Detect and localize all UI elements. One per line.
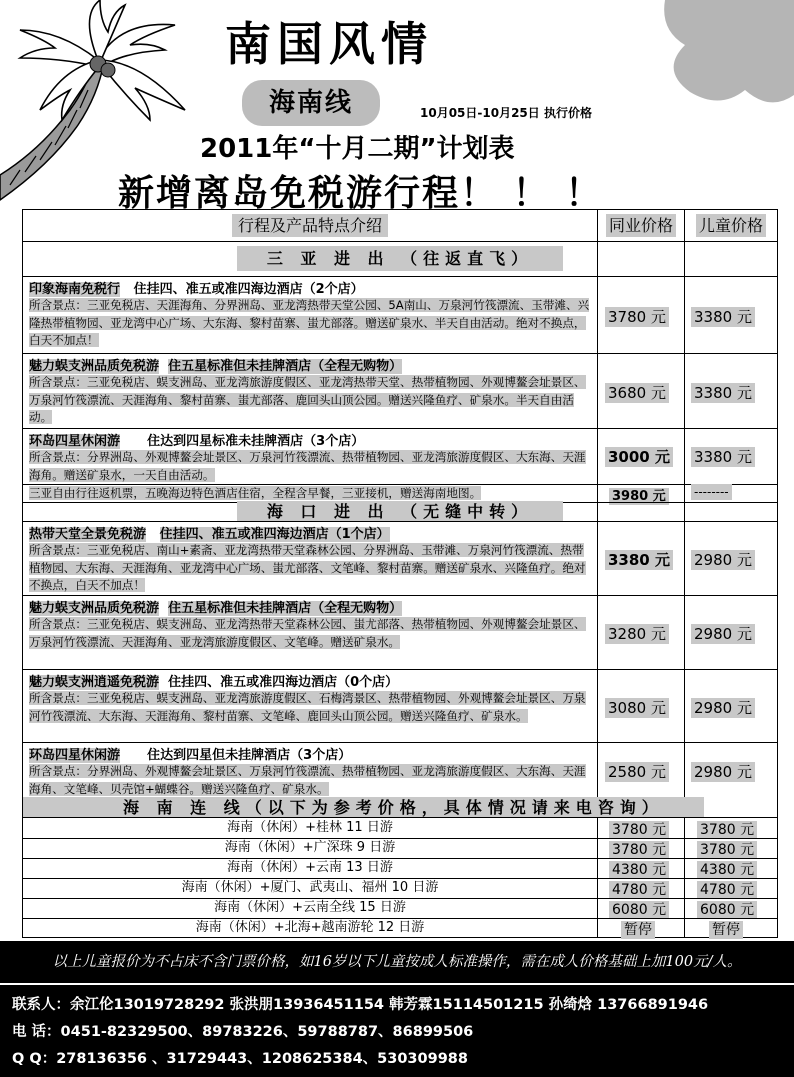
link-route: 海南（休闲）+厦门、武夷山、福州 10 日游 [181, 880, 439, 895]
route-hotel: 住五星标准但未挂牌酒店（全程无购物） [168, 359, 403, 374]
route-desc: 三亚自由行往返机票，五晚海边特色酒店住宿，全程含早餐，三亚接机，赠送海南地图。 [29, 486, 482, 500]
route-row [29, 744, 595, 797]
route-hotel: 住挂四、准五或准四海边酒店（0个店） [168, 675, 399, 690]
route-desc: 所含景点：分界洲岛、外观博鳌会址景区、万泉河竹筏漂流、热带植物园、亚龙湾旅游度假区、大东海、天涯海角。赠送矿泉水，一天自由活动。 [29, 450, 586, 482]
route-desc: 所含景点：三亚免税店、蜈支洲岛、亚龙湾旅游度假区、石梅湾景区、热带植物园、外观博鳌会址景区、万泉河竹筏漂流、大东海、天涯海角、黎村苗寨、文笔峰、鹿回头山顶公园。赠送兴隆鱼疗、矿泉水。 [29, 691, 586, 723]
route-row [29, 523, 595, 595]
route-child-price: 3380 元 [691, 446, 755, 467]
route-price: 3080 元 [605, 697, 669, 718]
route-row [29, 671, 595, 742]
link-child-price: 6080 元 [697, 899, 757, 919]
col-header-child-price: 儿童价格 [696, 214, 766, 237]
link-price: 4780 元 [609, 879, 669, 899]
price-period: 10月05日-10月25日 执行价格 [420, 106, 592, 120]
route-hotel: 住达到四星标准未挂牌酒店（3个店） [147, 434, 365, 449]
link-price: 6080 元 [609, 899, 669, 919]
link-child-price: 4380 元 [697, 859, 757, 879]
route-price: 3980 元 [609, 485, 669, 504]
route-hotel: 住挂四、准五或准四海边酒店（2个店） [133, 282, 364, 297]
link-child-price: 暂停 [709, 919, 743, 939]
route-row [29, 278, 595, 353]
route-hotel: 住五星标准但未挂牌酒店（全程无购物） [168, 601, 403, 616]
route-desc: 所含景点：三亚免税店、天涯海角、分界洲岛、亚龙湾热带天堂公园、5A南山、万泉河竹筏漂流、玉带滩、兴隆热带植物园、亚龙湾中心广场、大东海、黎村苗寨、蚩尤部落。赠送矿泉水、半天自由活动。绝对不换点，白天不加点！ [29, 298, 590, 347]
col-header-itinerary: 行程及产品特点介绍 [232, 214, 388, 237]
route-desc: 所含景点：三亚免税店、南山+素斋、亚龙湾热带天堂森林公园、分界洲岛、玉带滩、万泉河竹筏漂流、热带植物园、大东海、天涯海角、亚龙湾中心广场、蚩尤部落、文笔峰、黎村苗寨。赠送矿泉水、兴隆鱼疗。绝对不换点，白天不加点！ [29, 543, 586, 592]
contact-qq: Q Q：278136356 、31729443、1208625384、530309988 [12, 1051, 468, 1067]
route-child-price: 3380 元 [691, 382, 755, 403]
route-price: 3000 元 [605, 446, 673, 467]
route-hotel: 住达到四星但未挂牌酒店（3个店） [147, 748, 352, 763]
route-name: 魅力蜈支洲品质免税游 [29, 601, 160, 616]
route-child-price: -------- [691, 485, 732, 499]
headline: 新增离岛免税游行程！ ！ ！ [118, 173, 604, 214]
route-price: 2580 元 [605, 761, 669, 782]
link-route: 海南（休闲）+桂林 11 日游 [227, 820, 393, 835]
route-row [29, 597, 595, 669]
page-title: 南国风情 [225, 17, 433, 71]
route-name: 环岛四星休闲游 [29, 434, 121, 449]
route-badge: 海南线 [242, 80, 380, 126]
col-header-price: 同业价格 [606, 214, 676, 237]
route-desc: 所含景点：三亚免税店、蜈支洲岛、亚龙湾热带天堂森林公园、蚩尤部落、热带植物园、外观博鳌会址景区、万泉河竹筏漂流、天涯海角、亚龙湾旅游度假区、文笔峰。赠送矿泉水。 [29, 617, 586, 649]
route-name: 魅力蜈支洲品质免税游 [29, 359, 160, 374]
route-child-price: 2980 元 [691, 623, 755, 644]
route-price: 3380 元 [605, 549, 673, 570]
link-price: 4380 元 [609, 859, 669, 879]
plan-title: 2011年“十月二期”计划表 [200, 134, 515, 164]
route-child-price: 2980 元 [691, 549, 755, 570]
contact-persons: 联系人：余江伦13019728292 张洪朋13936451154 韩芳霖15114501215 孙绮焓 13766891946 [12, 997, 709, 1013]
route-desc: 所含景点：分界洲岛、外观博鳌会址景区、万泉河竹筏漂流、热带植物园、亚龙湾旅游度假区、大东海、天涯海角、文笔峰、贝壳馆+蝴蝶谷。赠送兴隆鱼疗、矿泉水。 [29, 764, 586, 796]
link-route: 海南（休闲）+北海+越南游轮 12 日游 [195, 920, 425, 935]
route-row [29, 485, 595, 502]
section-haikou: 海 口 进 出 （无缝中转） [237, 501, 563, 522]
link-route: 海南（休闲）+云南全线 15 日游 [214, 900, 406, 915]
route-hotel: 住挂四、准五或准四海边酒店（1个店） [159, 527, 390, 542]
section-sanya: 三 亚 进 出 （往返直飞） [237, 246, 563, 271]
itinerary-table [22, 209, 778, 938]
link-route: 海南（休闲）+云南 13 日游 [227, 860, 393, 875]
link-price: 暂停 [621, 919, 655, 939]
route-child-price: 2980 元 [691, 697, 755, 718]
route-price: 3680 元 [605, 382, 669, 403]
route-desc: 所含景点：三亚免税店、蜈支洲岛、亚龙湾旅游度假区、亚龙湾热带天堂、热带植物园、外观博鳌会址景区、万泉河竹筏漂流、天涯海角、黎村苗寨、蚩尤部落、鹿回头山顶公园。赠送兴隆鱼疗、矿泉水。半天自由活动。 [29, 375, 586, 424]
route-child-price: 3380 元 [691, 306, 755, 327]
route-name: 魅力蜈支洲逍遥免税游 [29, 675, 160, 690]
route-price: 3280 元 [605, 623, 669, 644]
route-name: 环岛四星休闲游 [29, 748, 121, 763]
link-child-price: 3780 元 [697, 839, 757, 859]
route-row [29, 430, 595, 484]
route-price: 3780 元 [605, 306, 669, 327]
link-price: 3780 元 [609, 819, 669, 839]
link-route: 海南（休闲）+广深珠 9 日游 [224, 840, 396, 855]
route-name: 印象海南免税行 [29, 282, 121, 297]
route-name: 热带天堂全景免税游 [29, 527, 147, 542]
cloud-icon [640, 0, 794, 115]
contact-phone: 电 话：0451-82329500、89783226、59788787、86899506 [12, 1024, 474, 1040]
section-hainan-links: 海 南 连 线（以下为参考价格，具体情况请来电咨询） [23, 797, 704, 818]
link-child-price: 4780 元 [697, 879, 757, 899]
link-price: 3780 元 [609, 839, 669, 859]
child-price-note: 以上儿童报价为不占床不含门票价格，如16岁以下儿童按成人标准操作，需在成人价格基础上加100元/人。 [0, 941, 794, 983]
route-row [29, 355, 595, 428]
contact-block [0, 985, 794, 1077]
link-child-price: 3780 元 [697, 819, 757, 839]
route-child-price: 2980 元 [691, 761, 755, 782]
